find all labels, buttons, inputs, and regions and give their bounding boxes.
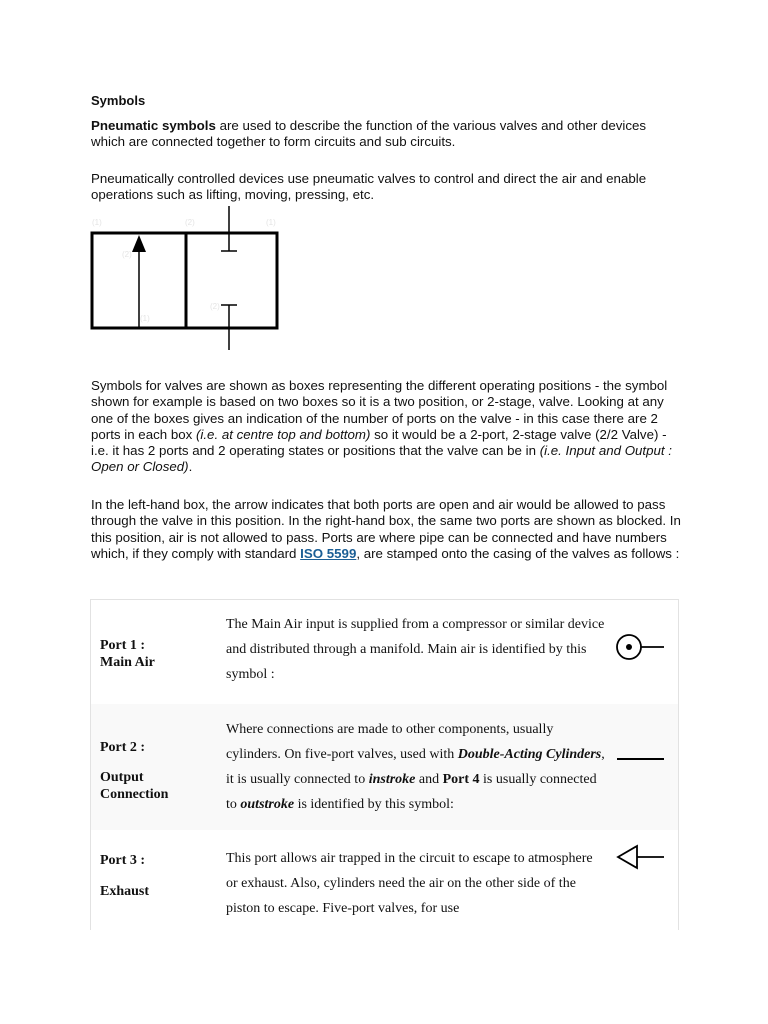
port-label bbox=[100, 739, 168, 803]
flow-arrow-head bbox=[132, 235, 146, 252]
desc-text: is identified by this symbol: bbox=[294, 797, 454, 812]
faint-port-label: (1) bbox=[92, 218, 102, 227]
port-description bbox=[226, 717, 606, 817]
p4-text-2: , are stamped onto the casing of the valves as follows : bbox=[356, 545, 680, 561]
port-number: Port 2 : bbox=[100, 740, 146, 755]
iso-5599-link[interactable]: ISO 5599 bbox=[300, 545, 357, 561]
p3-text-2: so it would be a 2-port, 2-stage valve (2/2 Valve) - i.e. it has 2 ports and 2 operating states or positions that the valve can be in bbox=[91, 426, 667, 459]
main-air-symbol-svg bbox=[615, 630, 665, 662]
valve-symbol-diagram bbox=[90, 204, 290, 359]
faint-port-label: (1) bbox=[140, 314, 150, 323]
faint-port-label: (2) bbox=[122, 250, 132, 259]
port-name: Main Air bbox=[100, 655, 155, 670]
intro-paragraph bbox=[91, 118, 681, 151]
intro-text: are used to describe the function of the various valves and other devices which are connected together to form circuits and sub circuits. bbox=[91, 118, 647, 150]
desc-emphasis: outstroke bbox=[240, 797, 295, 812]
faint-port-label: (2) bbox=[210, 302, 220, 311]
port-name: Output bbox=[100, 770, 144, 785]
table-row bbox=[91, 600, 678, 704]
p3-text-3: . bbox=[188, 459, 193, 475]
exhaust-port-icon bbox=[615, 842, 665, 877]
symbols-explanation-paragraph bbox=[91, 378, 683, 476]
port-description: This port allows air trapped in the circuit to escape to atmosphere or exhaust. Also, cylinders need the air on the other side of the piston to escape. Five-port valves, for use bbox=[226, 851, 593, 916]
table-row bbox=[91, 704, 678, 830]
port-label bbox=[100, 852, 149, 900]
p3-text-1: Symbols for valves are shown as boxes representing the different operating positions - the symbol shown for example is based on two boxes so it is a two position, or 2-stage, valve. Looking at any one of the boxes gives an indication of the number of ports on the valve - in this case there are 2 ports in each box bbox=[91, 378, 668, 442]
port-number: Port 3 : bbox=[100, 853, 146, 868]
intro-bold-term: Pneumatic symbols bbox=[91, 118, 216, 133]
desc-text: is usually connected to bbox=[226, 772, 597, 812]
desc-bold: Port 4 bbox=[442, 772, 480, 787]
port-number: Port 1 : bbox=[100, 638, 146, 653]
desc-text: and bbox=[415, 772, 443, 787]
output-port-icon bbox=[615, 752, 665, 770]
desc-text: Where connections are made to other components, usually cylinders. On five-port valves, used with bbox=[226, 722, 554, 762]
main-air-dot bbox=[626, 644, 632, 650]
table-row bbox=[91, 830, 678, 930]
port-label bbox=[100, 637, 155, 671]
desc-emphasis: instroke bbox=[368, 772, 416, 787]
p3-italic-2: (i.e. Input and Output : Open or Closed) bbox=[91, 443, 673, 475]
exhaust-triangle bbox=[618, 846, 637, 868]
port-name-continued: Connection bbox=[100, 787, 169, 802]
desc-emphasis: Double-Acting Cylinders bbox=[457, 747, 602, 762]
section-heading: Symbols bbox=[91, 93, 146, 108]
port-name: Exhaust bbox=[100, 884, 150, 899]
valves-paragraph: Pneumatically controlled devices use pneumatic valves to control and direct the air and enable operations such as lifting, moving, pressing, etc. bbox=[91, 171, 647, 203]
output-symbol-svg bbox=[615, 753, 665, 765]
desc-text: , it is usually connected to bbox=[226, 747, 605, 787]
port-table bbox=[90, 599, 679, 930]
faint-port-label: (1) bbox=[266, 218, 276, 227]
faint-port-label: (2) bbox=[185, 218, 195, 227]
main-air-port-icon bbox=[615, 630, 665, 667]
port-description: The Main Air input is supplied from a compressor or similar device and distributed through a manifold. Main air is identified by this symbol : bbox=[226, 617, 605, 682]
p4-text-1: In the left-hand box, the arrow indicates that both ports are open and air would be allowed to pass through the valve in this position. In the right-hand box, the same two ports are shown as blocked. In this position, air is not allowed to pass. Ports are where pipe can be connected and have numbers which, if they comply with standard bbox=[91, 497, 681, 561]
exhaust-symbol-svg bbox=[615, 842, 665, 872]
ports-explanation-paragraph bbox=[91, 497, 683, 562]
p3-italic-1: (i.e. at centre top and bottom) bbox=[195, 426, 371, 442]
